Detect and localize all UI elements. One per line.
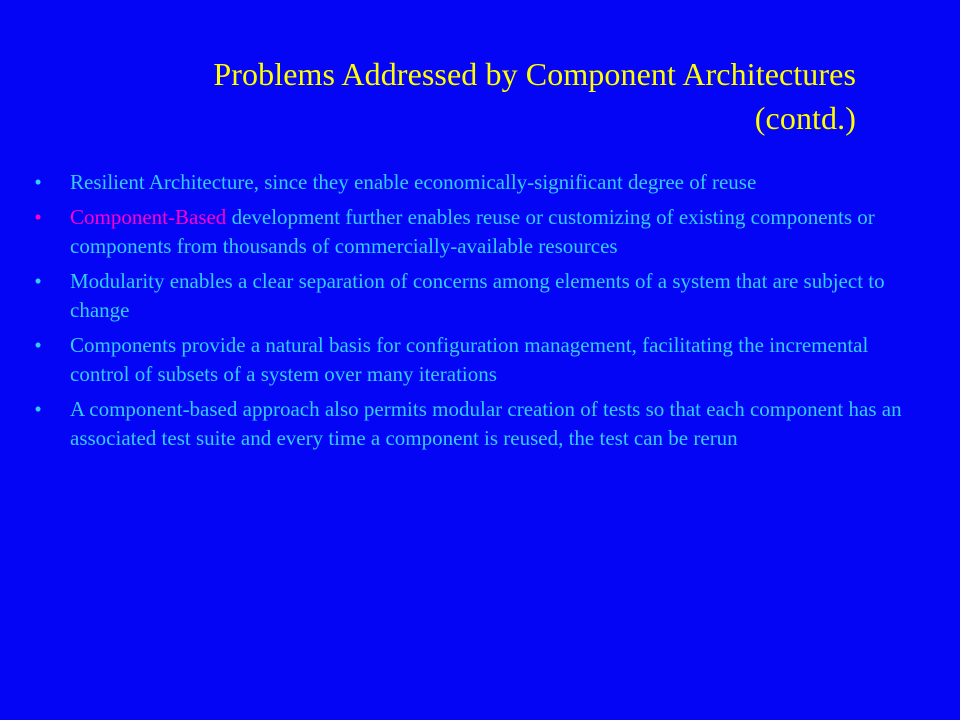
bullet-text: development further enables reuse or customizing of existing components or components from thousands of commercially-available resources <box>70 205 875 258</box>
bullet-text: Modularity enables a clear separation of concerns among elements of a system that are subject to change <box>70 269 885 322</box>
bullet-text: A component-based approach also permits modular creation of tests so that each component has an associated test suite and every time a component is reused, the test can be rerun <box>70 397 902 450</box>
bullet-item-component-based <box>30 203 925 261</box>
bullet-marker: • <box>34 170 42 194</box>
bullet-marker: • <box>34 397 42 421</box>
bullet-marker: • <box>34 333 42 357</box>
slide-title-line-2: (contd.) <box>754 100 856 136</box>
bullet-item-configuration-management <box>30 331 925 389</box>
bullet-marker: • <box>34 205 42 229</box>
slide-title <box>60 52 856 140</box>
bullet-marker: • <box>34 269 42 293</box>
bullet-text: Resilient Architecture, since they enable economically-significant degree of reuse <box>70 170 757 194</box>
bullet-item-resilient-architecture <box>30 168 925 197</box>
bullet-list <box>30 168 925 459</box>
bullet-text: Components provide a natural basis for configuration management, facilitating the incremental control of subsets of a system over many iterations <box>70 333 869 386</box>
bullet-item-modular-tests <box>30 395 925 453</box>
bullet-item-modularity <box>30 267 925 325</box>
slide-title-line-1: Problems Addressed by Component Architectures <box>213 56 856 92</box>
highlighted-term: Component-Based <box>70 205 227 229</box>
